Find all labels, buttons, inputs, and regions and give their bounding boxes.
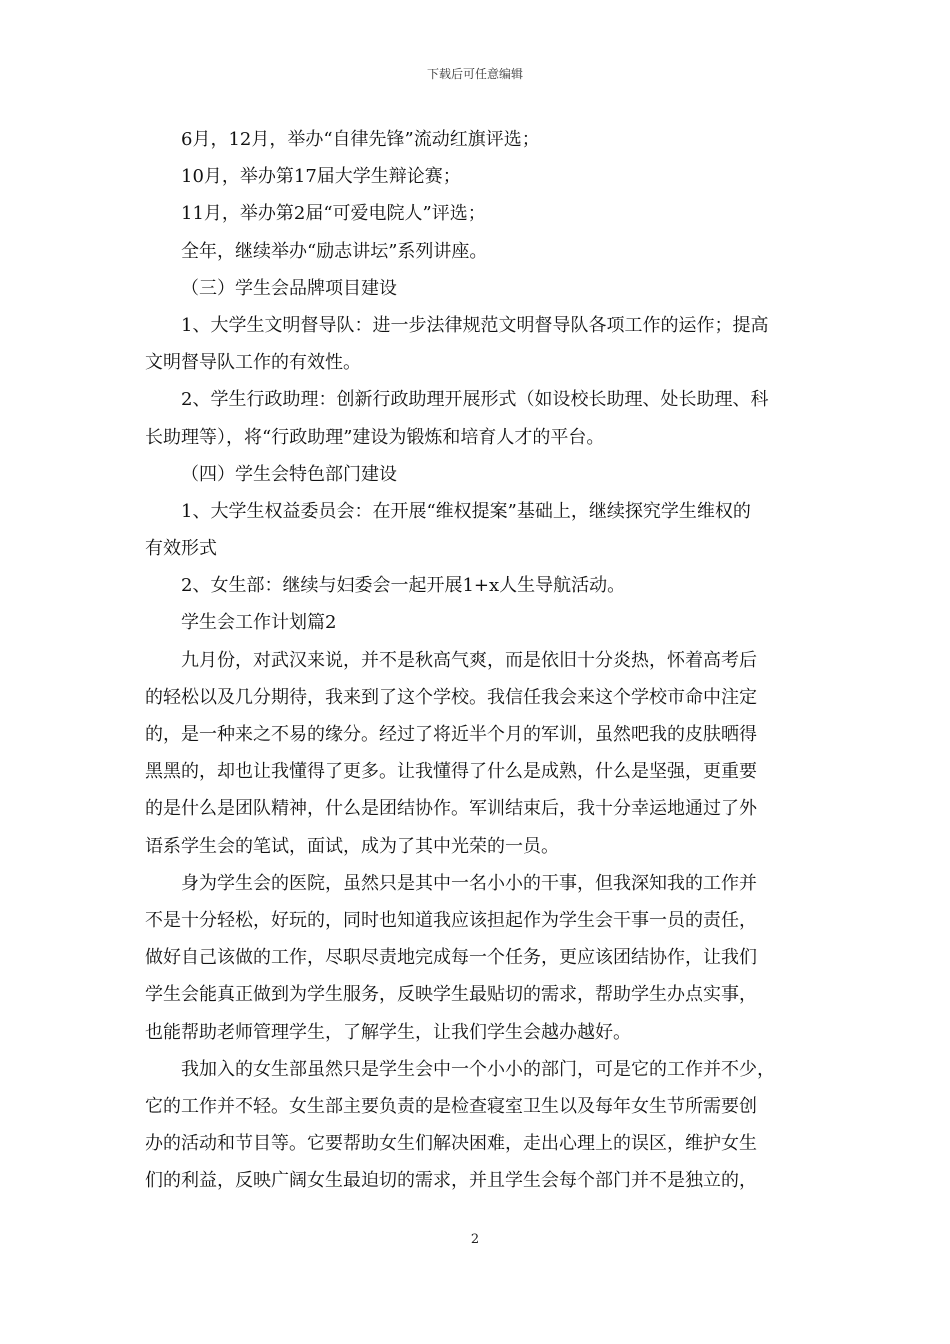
paragraph-line: 文明督导队工作的有效性。 bbox=[145, 352, 361, 374]
paragraph-first-line: 11月，举办第2届“可爱电院人”评选； bbox=[181, 203, 486, 225]
paragraph-first-line: 身为学生会的医院，虽然只是其中一名小小的干事，但我深知我的工作并 bbox=[181, 872, 757, 894]
paragraph-first-line: 10月，举办第17届大学生辩论赛； bbox=[181, 166, 461, 188]
paragraph-line: 们的利益，反映广阔女生最迫切的需求，并且学生会每个部门并不是独立的， bbox=[145, 1170, 757, 1192]
paragraph-first-line: （四）学生会特色部门建设 bbox=[181, 463, 397, 485]
paragraph-first-line: 学生会工作计划篇2 bbox=[181, 612, 337, 634]
paragraph-line: 黑黑的，却也让我懂得了更多。让我懂得了什么是成熟，什么是坚强，更重要 bbox=[145, 761, 757, 783]
paragraph-line: 也能帮助老师管理学生，了解学生，让我们学生会越办越好。 bbox=[145, 1021, 631, 1043]
paragraph-first-line: 2、学生行政助理：创新行政助理开展形式（如设校长助理、处长助理、科 bbox=[181, 389, 769, 411]
paragraph-line: 不是十分轻松，好玩的，同时也知道我应该担起作为学生会干事一员的责任， bbox=[145, 909, 757, 931]
paragraph-line: 它的工作并不轻。女生部主要负责的是检查寝室卫生以及每年女生节所需要创 bbox=[145, 1095, 757, 1117]
paragraph-first-line: 2、女生部：继续与妇委会一起开展1+x人生导航活动。 bbox=[181, 575, 626, 597]
paragraph-line: 学生会能真正做到为学生服务，反映学生最贴切的需求，帮助学生办点实事， bbox=[145, 984, 757, 1006]
paragraph-first-line: 全年，继续举办“励志讲坛”系列讲座。 bbox=[181, 240, 488, 262]
header-text: 下载后可任意编辑 bbox=[426, 67, 523, 81]
paragraph-line: 办的活动和节目等。它要帮助女生们解决困难，走出心理上的误区，维护女生 bbox=[145, 1133, 757, 1155]
document-body bbox=[145, 121, 809, 1199]
paragraph-line: 的轻松以及几分期待，我来到了这个学校。我信任我会来这个学校市命中注定 bbox=[145, 686, 757, 708]
paragraph-first-line: 1、大学生文明督导队：进一步法律规范文明督导队各项工作的运作；提高 bbox=[181, 314, 769, 336]
page-number bbox=[0, 1232, 950, 1248]
paragraph-line: 长助理等），将“行政助理”建设为锻炼和培育人才的平台。 bbox=[145, 426, 605, 448]
paragraph-line: 做好自己该做的工作，尽职尽责地完成每一个任务，更应该团结协作，让我们 bbox=[145, 947, 757, 969]
paragraph-first-line: 我加入的女生部虽然只是学生会中一个小小的部门，可是它的工作并不少， bbox=[181, 1058, 775, 1080]
paragraph-first-line: 1、大学生权益委员会：在开展“维权提案”基础上，继续探究学生维权的 bbox=[181, 500, 751, 522]
paragraph-line: 的，是一种来之不易的缘分。经过了将近半个月的军训，虽然吧我的皮肤晒得 bbox=[145, 724, 757, 745]
paragraph-first-line: 6月，12月，举办“自律先锋”流动红旗评选； bbox=[181, 129, 540, 150]
page-header bbox=[0, 66, 950, 82]
page-number-text: 2 bbox=[470, 1232, 480, 1247]
paragraph-line: 有效形式 bbox=[145, 538, 217, 560]
paragraph-first-line: （三）学生会品牌项目建设 bbox=[181, 277, 397, 299]
paragraph-line: 的是什么是团队精神，什么是团结协作。军训结束后，我十分幸运地通过了外 bbox=[145, 798, 757, 820]
paragraph-first-line: 九月份，对武汉来说，并不是秋高气爽，而是依旧十分炎热，怀着高考后 bbox=[181, 649, 757, 671]
paragraph-line: 语系学生会的笔试，面试，成为了其中光荣的一员。 bbox=[145, 835, 559, 857]
